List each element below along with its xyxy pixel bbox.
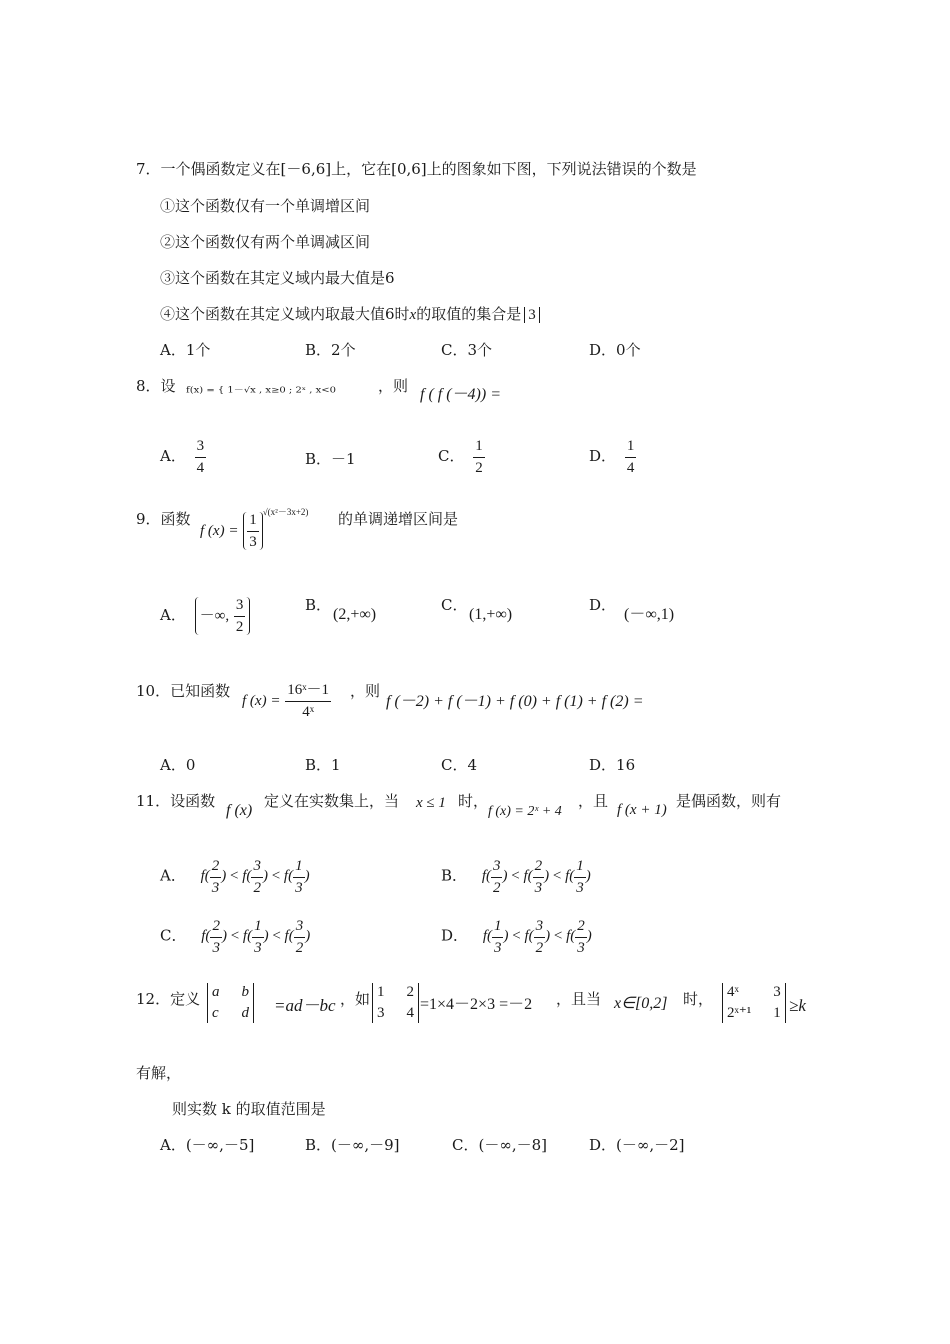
q12-ineq: ≥k	[789, 996, 806, 1015]
q12-det-1: a b c d	[207, 983, 254, 1023]
q7-s4-set: 3	[524, 307, 540, 323]
q9-label: 9．函数	[136, 510, 191, 528]
q11-option-d: D． f( $\frac{1}{3}$ ) < f( $\frac{3}{2}$ ) < f( $\frac{2}{3}$ )	[441, 918, 592, 956]
q12-t1: ，如	[340, 990, 371, 1008]
fraction: $\frac{3}{2}$	[253, 858, 261, 896]
q12-option-d: D．(－∞,－2]	[589, 1136, 685, 1154]
q8-expr: f ( f (－4)) =	[420, 386, 502, 403]
q12-t2: ，且当	[556, 990, 602, 1008]
q8-option-c: C． $\frac{1}{2}$	[438, 438, 483, 476]
fraction: $\frac{2}{3}$	[534, 858, 543, 896]
q12-eq-1: =ad－bc	[274, 996, 336, 1015]
q11-fx1: f (x + 1)	[617, 802, 667, 818]
q8-label: 8．设	[136, 377, 176, 395]
q7-statement-1: ①这个函数仅有一个单调增区间	[160, 197, 371, 215]
q12-t3: 时，	[683, 990, 714, 1008]
q11-option-a: A． f( $\frac{2}{3}$ ) < f( $\frac{3}{2}$ ) < f( $\frac{1}{3}$ )	[160, 858, 310, 896]
q10-mid: ，则	[350, 682, 381, 700]
q12-det-2: 1 2 3 4	[372, 983, 419, 1023]
q9-option-d-value: (－∞,1)	[624, 606, 675, 623]
q12-eq-2: =1×4－2×3 =－2	[420, 996, 533, 1013]
fraction: $\frac{2}{3}$	[212, 918, 220, 956]
q12-label: 12．定义	[136, 990, 201, 1008]
q9-formula: f (x) = $\frac{1}{3}$ $^{√(x^2-3x+2)}$	[200, 507, 309, 550]
q11-t4: 是偶函数，则有	[676, 792, 782, 810]
q7-option-b: B．2个	[305, 341, 356, 359]
q7-s4-post: 的取值的集合是	[416, 305, 522, 323]
q7-option-d: D．0个	[589, 341, 641, 359]
q10-label: 10．已知函数	[136, 682, 231, 700]
q7-option-a: A．1个	[160, 341, 211, 359]
q8-option-a: A． $\frac{3}{4}$	[160, 438, 205, 476]
q11-label: 11．设函数	[136, 792, 216, 810]
q11-option-b: B． f( $\frac{3}{2}$ ) < f( $\frac{2}{3}$ ) < f( $\frac{1}{3}$ )	[441, 858, 591, 896]
q11-t1: 定义在实数集上，当	[264, 792, 400, 810]
q10-option-b: B．1	[305, 756, 341, 774]
fraction: $\frac{3}{2}$	[492, 858, 501, 896]
q11-t3: ，且	[578, 792, 609, 810]
fraction: $\frac{1}{3}$	[295, 858, 303, 896]
q8-mid: ，则	[378, 377, 409, 395]
q11-def: f (x) = 2ˣ + 4	[488, 804, 562, 819]
q9-tail: 的单调递增区间是	[338, 510, 459, 528]
q12-line2: 则实数 k 的取值范围是	[172, 1100, 326, 1118]
q10-expr: f (－2) + f (－1) + f (0) + f (1) + f (2) =	[386, 693, 644, 710]
q9-option-d-label: D．	[589, 596, 617, 614]
q7-statement-4	[160, 307, 540, 323]
q8-piecewise: f(x) = { 1－√x , x≥0 ; 2ˣ , x<0	[186, 386, 336, 395]
q12-option-a: A．(－∞,－5]	[160, 1136, 255, 1154]
q9-option-c-value: (1,+∞)	[469, 606, 513, 623]
q7-s4-pre: ④这个函数在其定义域内取最大值6时	[160, 305, 410, 323]
q7-option-c: C．3个	[441, 341, 493, 359]
fraction: $\frac{1}{3}$	[576, 858, 584, 896]
q12-range: x∈[0,2]	[614, 995, 668, 1012]
q11-option-c: C． f( $\frac{2}{3}$ ) < f( $\frac{1}{3}$ ) < f( $\frac{3}{2}$ )	[160, 918, 311, 956]
q9-option-b-label: B．	[305, 596, 332, 614]
q10-option-c: C．4	[441, 756, 478, 774]
q7-statement-3: ③这个函数在其定义域内最大值是6	[160, 269, 395, 287]
q7-statement-2: ②这个函数仅有两个单调减区间	[160, 233, 371, 251]
q10-formula: f (x) = $\frac{\text{16ˣ－1}}{\text{4ˣ}}$	[242, 682, 330, 720]
fraction: $\frac{3}{2}$	[295, 918, 304, 956]
q9-option-b-value: (2,+∞)	[333, 606, 377, 623]
q7-stem: 7．一个偶函数定义在[－6,6]上，它在[0,6]上的图象如下图，下列说法错误的个数是	[136, 160, 697, 178]
q11-cond: x ≤ 1	[416, 795, 446, 811]
fraction: $\frac{3}{2}$	[535, 918, 544, 956]
fraction: $\frac{2}{3}$	[211, 858, 220, 896]
q12-option-c: C．(－∞,－8]	[452, 1136, 547, 1154]
q8-option-d: D． $\frac{1}{4}$	[589, 438, 635, 476]
fraction: $\frac{1}{3}$	[493, 918, 502, 956]
q7-s4-var: x	[409, 307, 417, 323]
q10-option-a: A．0	[160, 756, 196, 774]
q12-cont: 有解，	[136, 1064, 182, 1082]
q12-option-b: B．(－∞,－9]	[305, 1136, 400, 1154]
fraction: $\frac{2}{3}$	[577, 918, 585, 956]
q12-det-3: 4ˣ 3 2ˣ⁺¹ 1	[722, 983, 786, 1023]
q10-option-d: D．16	[589, 756, 636, 774]
q9-option-a: A． －∞, $\frac{3}{2}$	[160, 597, 250, 635]
q11-fx: f (x)	[226, 802, 253, 819]
q11-t2: 时，	[458, 792, 489, 810]
q8-option-b: B．－1	[305, 450, 356, 468]
fraction: $\frac{1}{3}$	[254, 918, 262, 956]
q9-option-c-label: C．	[441, 596, 468, 614]
